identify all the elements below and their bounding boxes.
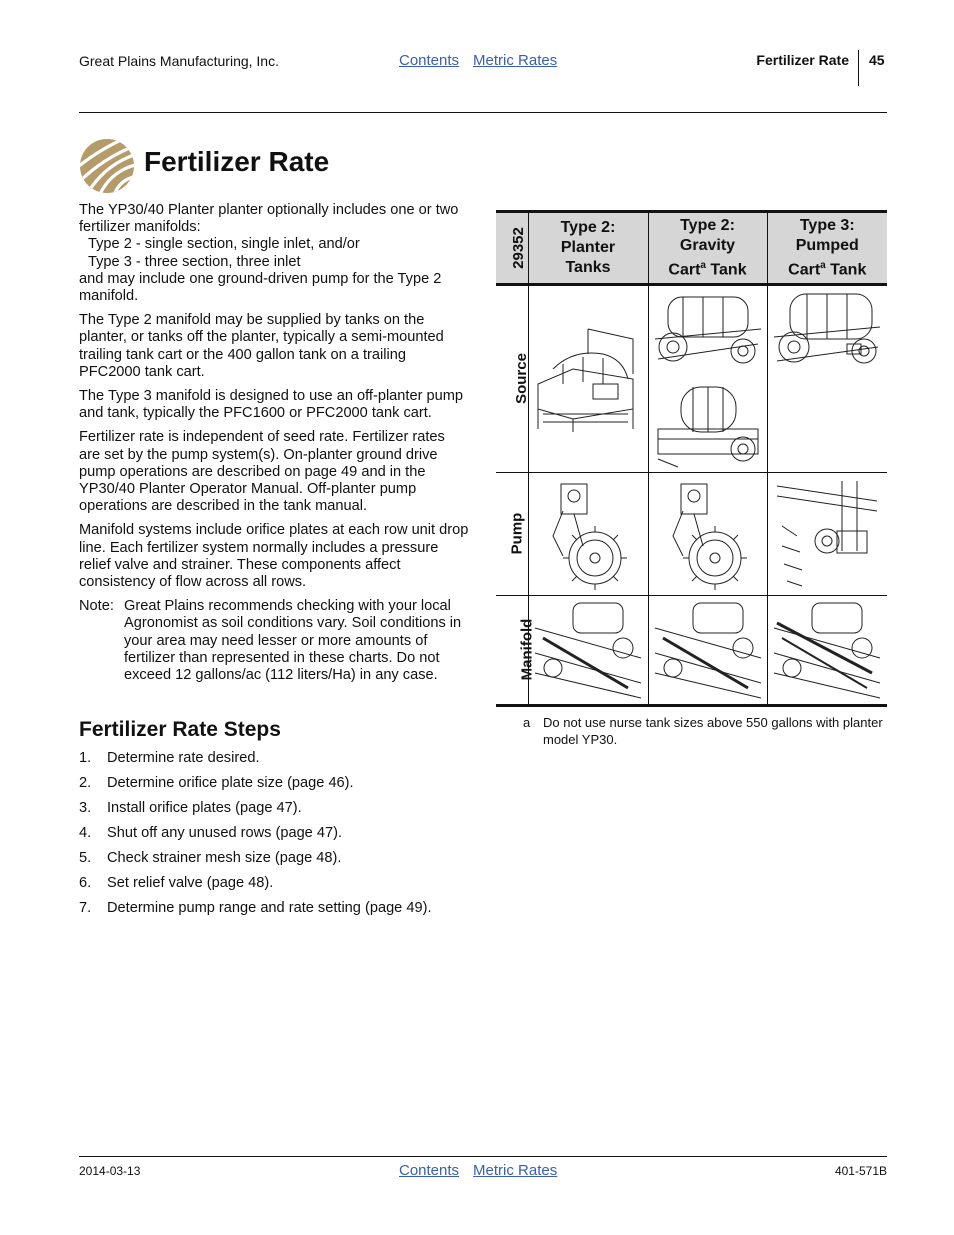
manifold-planter-tanks-image (528, 596, 648, 706)
footer-links (399, 1162, 571, 1179)
header-links (399, 52, 571, 69)
fertilizer-systems-table (496, 210, 887, 707)
intro-paragraph-3: The Type 3 manifold is designed to use an off-planter pump and tank, typically the PFC1600 or PFC2000 tank cart. (79, 388, 464, 422)
company-name: Great Plains Manufacturing, Inc. (79, 53, 279, 69)
footnote-mark: a (523, 715, 531, 730)
footnote-text: Do not use nurse tank sizes above 550 gallons with planter model YP30. (543, 715, 883, 747)
table-row (496, 285, 887, 473)
row-label-pump: Pump (496, 473, 528, 596)
table-row (496, 473, 887, 596)
pump-gravity-cart-image (648, 473, 767, 596)
row-label-source: Source (496, 285, 528, 473)
manifold-type-2: Type 2 - single section, single inlet, and/or (88, 236, 360, 253)
note-label: Note: (79, 598, 114, 615)
intro-paragraph-5: Manifold systems include orifice plates at each row unit drop line. Each fertilizer system normally includes a pressure relief valve and strainer. These components affect consistency of flow across all rows. (79, 522, 469, 591)
steps-heading: Fertilizer Rate Steps (79, 718, 281, 741)
source-pumped-cart-image (767, 285, 887, 473)
source-planter-tanks-image (528, 285, 648, 473)
footer-rule (79, 1156, 887, 1157)
steps-list (79, 750, 432, 925)
pumped-cart-illustration-icon (772, 289, 882, 469)
note-text: Great Plains recommends checking with your local Agronomist as soil conditions vary. Soil conditions in your area may need lesser or more amounts of fertilizer than represented in these charts. Do not exceed 12 gallons/ac (112 liters/Ha) in any case. (124, 598, 462, 684)
contents-link[interactable]: Contents (399, 52, 460, 69)
list-item: 7. Determine pump range and rate setting (page 49). (79, 900, 432, 916)
page-title: Fertilizer Rate (144, 146, 330, 177)
manifold-illustration-icon (533, 598, 643, 702)
pump-pumped-cart-image (767, 473, 887, 596)
manifold-illustration-icon (653, 598, 763, 702)
contents-link[interactable]: Contents (399, 1162, 460, 1179)
header-rule (79, 112, 887, 113)
column-header-planter-tanks: Type 2: Planter Tanks (528, 212, 648, 285)
list-item: 5. Check strainer mesh size (page 48). (79, 850, 342, 866)
manifold-type-3: Type 3 - three section, three inlet (88, 253, 301, 270)
figure-number-cell (496, 212, 528, 285)
document-number: 401-571B (834, 1164, 887, 1178)
table-footnote (523, 714, 883, 748)
note (79, 598, 469, 684)
section-name: Fertilizer Rate (756, 52, 849, 68)
metric-rates-link[interactable]: Metric Rates (473, 1162, 558, 1179)
list-item: 4. Shut off any unused rows (page 47). (79, 825, 343, 841)
pump-planter-tanks-image (528, 473, 648, 596)
great-plains-logo-icon (79, 138, 135, 194)
manifold-illustration-icon (772, 598, 882, 702)
planter-tank-illustration-icon (533, 324, 643, 434)
manifold-pumped-cart-image (767, 596, 887, 706)
intro-text (79, 202, 469, 684)
header-divider (858, 50, 859, 86)
list-item: 1. Determine rate desired. (79, 750, 260, 766)
source-gravity-cart-image (648, 285, 767, 473)
manifold-gravity-cart-image (648, 596, 767, 706)
list-item: 2. Determine orifice plate size (page 46). (79, 775, 354, 791)
page-number: 45 (869, 52, 885, 68)
row-label-manifold: Manifold (496, 596, 528, 706)
intro-paragraph-4: Fertilizer rate is independent of seed rate. Fertilizer rates are set by the pump system(s). On-planter ground drive pump operations are described on page 49 and in the YP30/40 Planter Operator Manual. Off-planter pump operations are described in the tank manual. (79, 429, 445, 515)
list-item: 6. Set relief valve (page 48). (79, 875, 274, 891)
list-item: 3. Install orifice plates (page 47). (79, 800, 302, 816)
gravity-cart-illustration-icon (653, 289, 763, 469)
intro-paragraph-1: The YP30/40 Planter planter optionally includes one or two fertilizer manifolds: Type 2 - single section, single inlet, and/or Type 3 - three section, three inlet and may include one ground-driven pump for the Type 2 manifold. (79, 202, 459, 305)
metric-rates-link[interactable]: Metric Rates (473, 52, 558, 69)
table-row (496, 596, 887, 706)
figure-number: 29352 (509, 227, 527, 270)
ground-drive-pump-illustration-icon (653, 476, 763, 592)
column-header-gravity-cart: Type 2: Gravity Cart$^a$ Tank (648, 212, 767, 285)
ground-drive-pump-illustration-icon (533, 476, 643, 592)
column-header-pumped-cart: Type 3: Pumped Cart$^a$ Tank (767, 212, 887, 285)
footer-date: 2014-03-13 (79, 1164, 141, 1178)
cart-pump-illustration-icon (772, 476, 882, 592)
intro-paragraph-2: The Type 2 manifold may be supplied by tanks on the planter, or tanks off the planter, typically a semi-mounted trailing tank cart or the 400 gallon tank on a trailing PFC2000 tank cart. (79, 312, 444, 380)
